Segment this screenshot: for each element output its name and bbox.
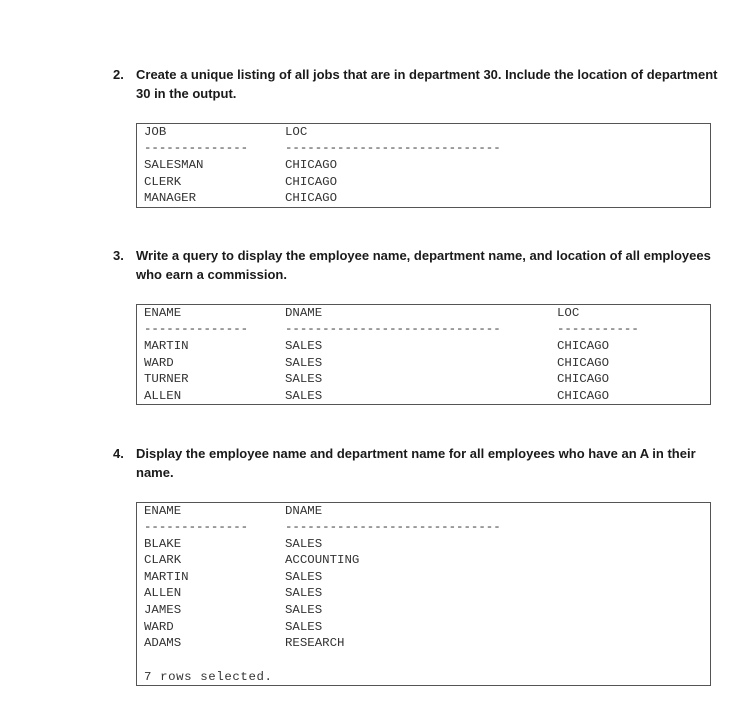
question-3 [113, 246, 721, 284]
q3-separator-dname: ----------------------------- [285, 322, 501, 336]
q4-separator-dname: ----------------------------- [285, 520, 501, 534]
q4-row-1-ename: BLAKE [144, 537, 182, 551]
q3-separator-ename: -------------- [144, 322, 249, 336]
q3-header-ename: ENAME [144, 306, 182, 320]
q4-row-7-ename: ADAMS [144, 636, 182, 650]
q4-row-3-dname: SALES [285, 570, 323, 584]
q2-header-loc: LOC [285, 125, 308, 139]
q2-header-job: JOB [144, 125, 167, 139]
q4-result-table [136, 502, 711, 686]
q4-header-ename: ENAME [144, 504, 182, 518]
q3-header-dname: DNAME [285, 306, 323, 320]
q3-row-1-ename: MARTIN [144, 339, 189, 353]
q4-row-5-dname: SALES [285, 603, 323, 617]
q3-row-1-dname: SALES [285, 339, 323, 353]
q2-result-table [136, 123, 711, 208]
question-4 [113, 444, 721, 482]
q3-row-3-ename: TURNER [144, 372, 189, 386]
q2-row-2-job: CLERK [144, 175, 182, 189]
question-2-text: Create a unique listing of all jobs that are in department 30. Include the location of department 30 in the output. [136, 67, 718, 101]
q3-row-4-ename: ALLEN [144, 389, 182, 403]
q3-row-2-loc: CHICAGO [557, 356, 610, 370]
q3-row-4-dname: SALES [285, 389, 323, 403]
question-4-text: Display the employee name and department name for all employees who have an A in their name. [136, 446, 696, 480]
q3-result-table [136, 304, 711, 405]
q4-row-3-ename: MARTIN [144, 570, 189, 584]
q3-header-loc: LOC [557, 306, 580, 320]
q2-row-3-loc: CHICAGO [285, 191, 338, 205]
q3-separator-loc: ----------- [557, 322, 639, 336]
q3-row-1-loc: CHICAGO [557, 339, 610, 353]
q3-row-2-dname: SALES [285, 356, 323, 370]
q4-row-4-dname: SALES [285, 586, 323, 600]
question-3-text: Write a query to display the employee name, department name, and location of all employees who earn a commission. [136, 248, 711, 282]
q4-row-5-ename: JAMES [144, 603, 182, 617]
q2-row-1-loc: CHICAGO [285, 158, 338, 172]
q4-rows-selected-footer: 7 rows selected. [144, 670, 273, 684]
question-2 [113, 65, 721, 103]
q4-row-6-ename: WARD [144, 620, 174, 634]
q2-separator-loc: ----------------------------- [285, 141, 501, 155]
q2-row-1-job: SALESMAN [144, 158, 204, 172]
q4-header-dname: DNAME [285, 504, 323, 518]
q4-row-2-ename: CLARK [144, 553, 182, 567]
q4-row-4-ename: ALLEN [144, 586, 182, 600]
q3-row-3-dname: SALES [285, 372, 323, 386]
q3-row-2-ename: WARD [144, 356, 174, 370]
question-3-number: 3. [113, 248, 124, 263]
question-4-number: 4. [113, 446, 124, 461]
q2-row-2-loc: CHICAGO [285, 175, 338, 189]
q4-separator-ename: -------------- [144, 520, 249, 534]
q4-row-6-dname: SALES [285, 620, 323, 634]
q3-row-4-loc: CHICAGO [557, 389, 610, 403]
q4-row-1-dname: SALES [285, 537, 323, 551]
q2-row-3-job: MANAGER [144, 191, 197, 205]
question-2-number: 2. [113, 67, 124, 82]
q3-row-3-loc: CHICAGO [557, 372, 610, 386]
q4-row-2-dname: ACCOUNTING [285, 553, 360, 567]
q2-separator-job: -------------- [144, 141, 249, 155]
q4-row-7-dname: RESEARCH [285, 636, 345, 650]
